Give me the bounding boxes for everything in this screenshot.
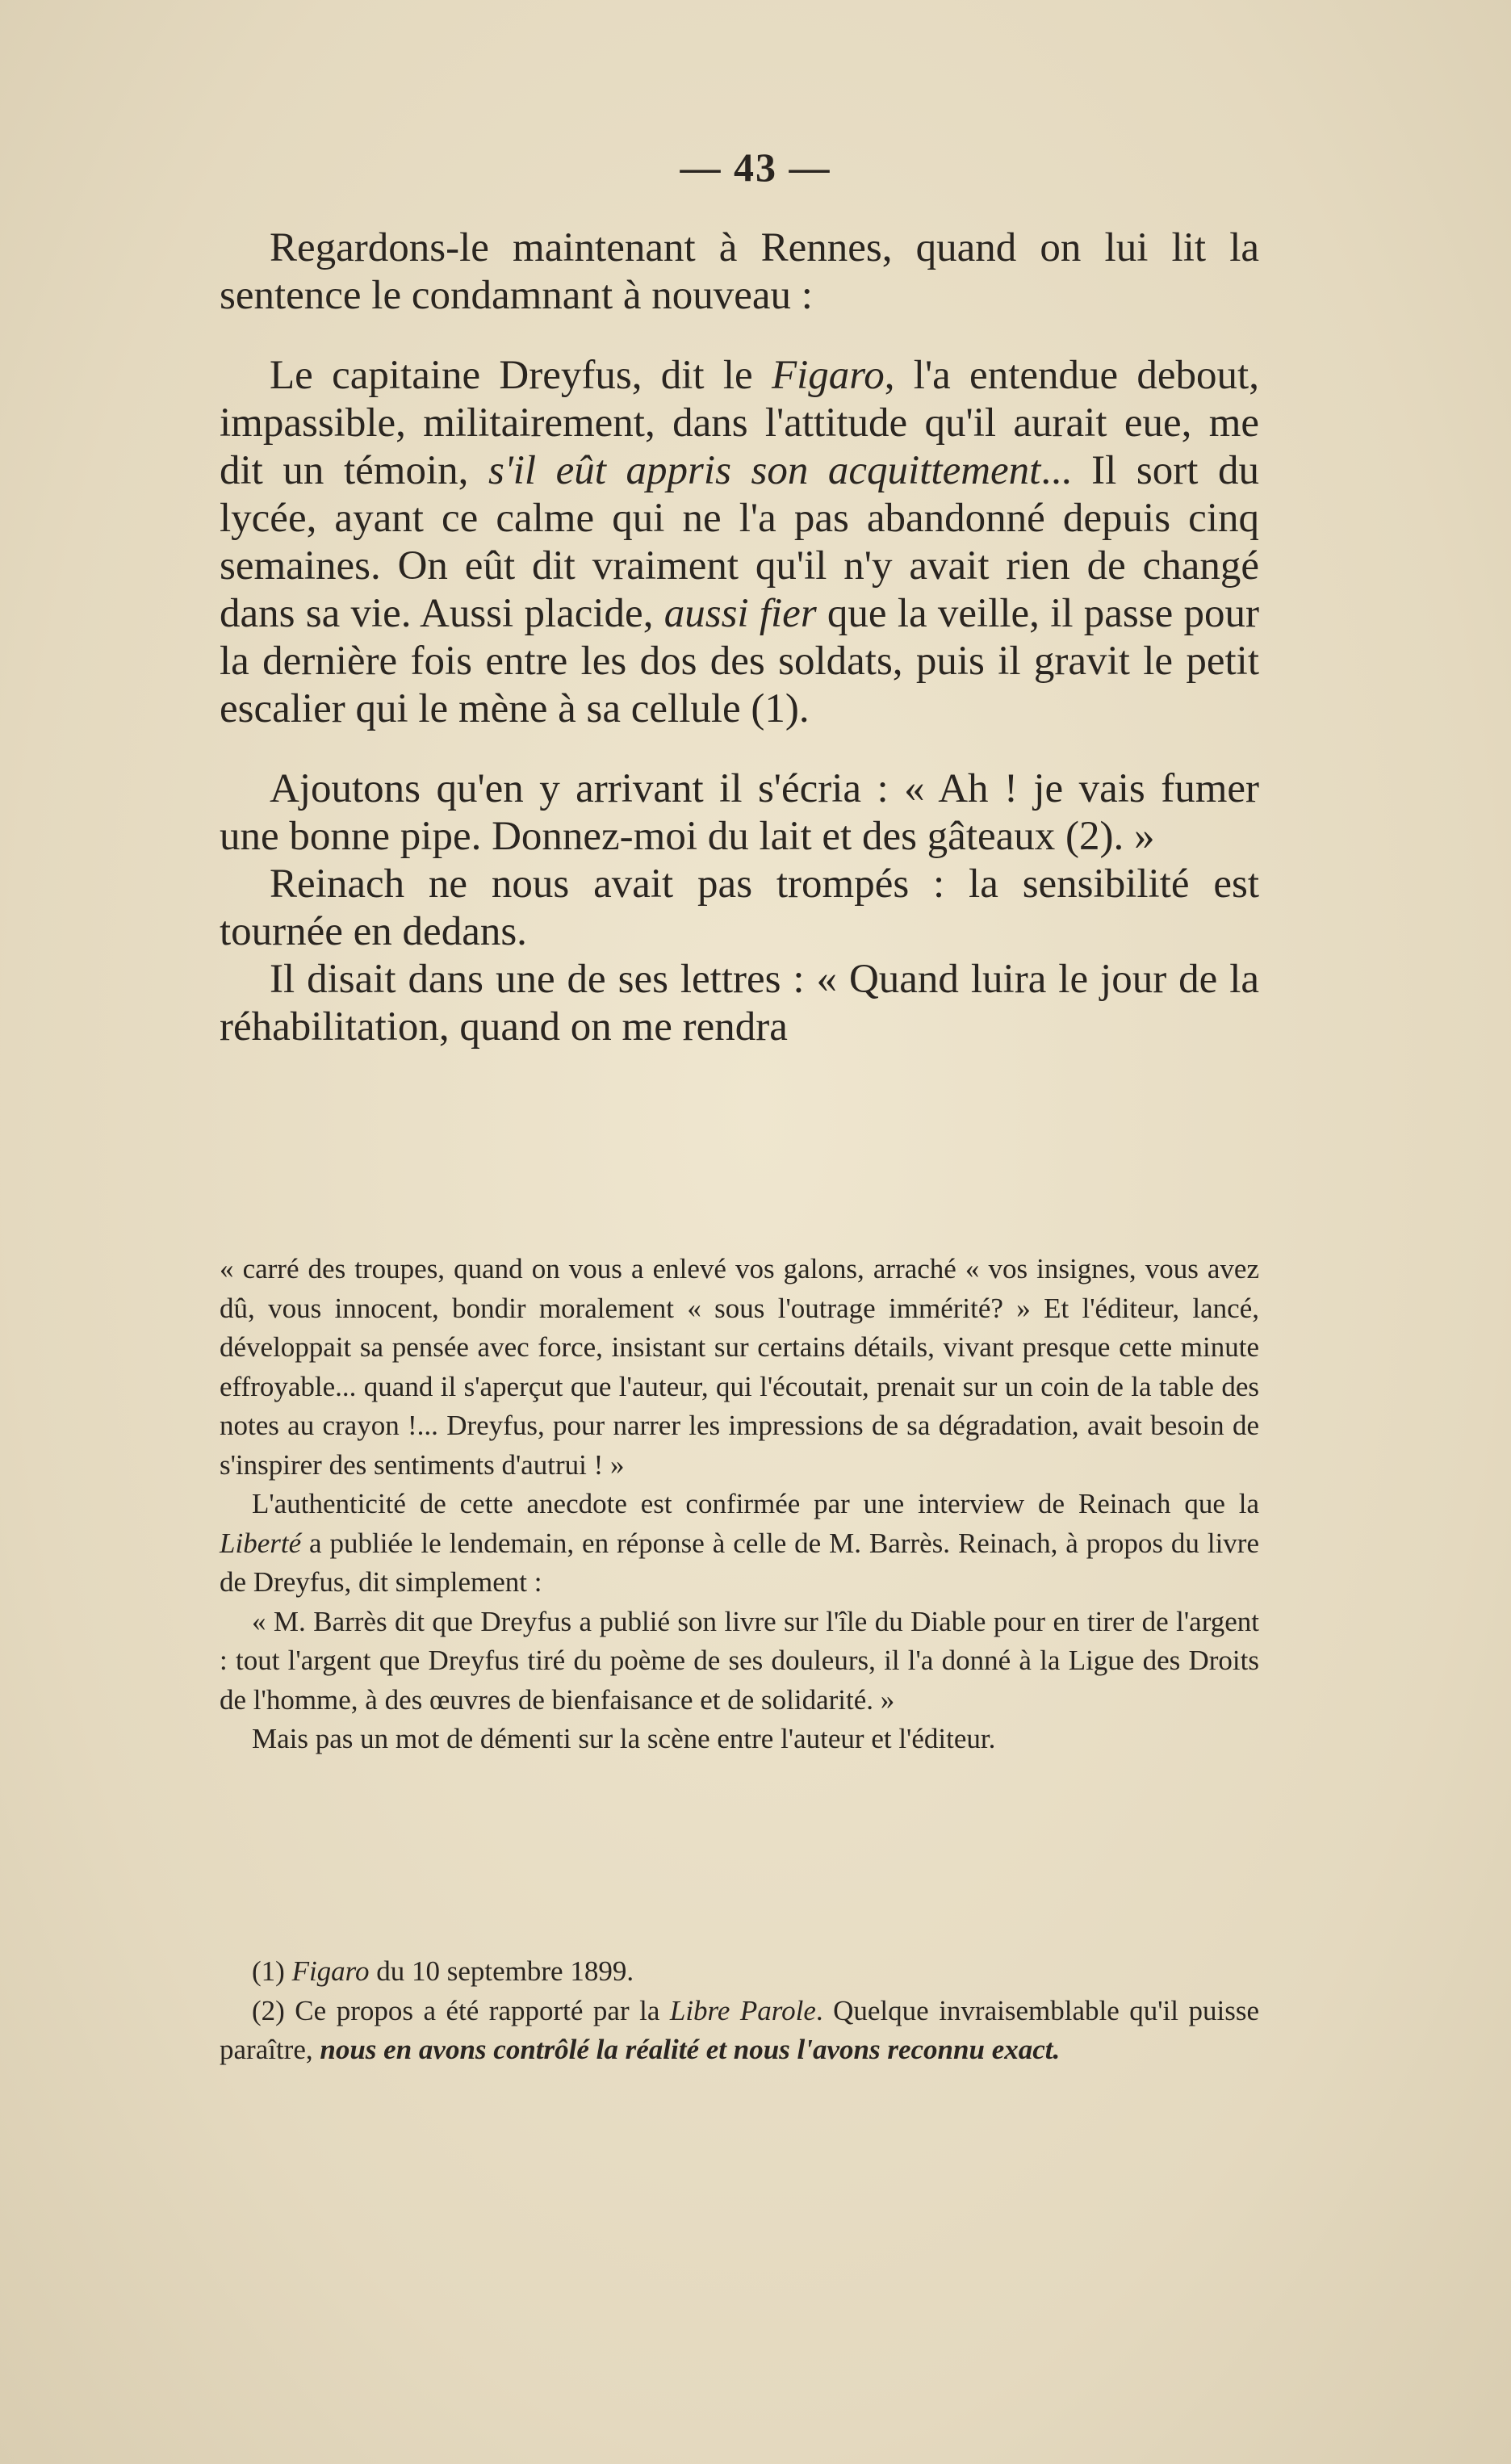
- main-text: [220, 224, 1259, 1051]
- text-run: , l'a entendue debout, impassible, militairement, dans l'attitude qu'il aurait eue, me dit un témoin,: [220, 353, 1259, 493]
- text-run: L'authenticité de cette anecdote est confirmée par une interview de Reinach que la: [252, 1488, 1259, 1519]
- page-number: — 43 —: [680, 145, 831, 190]
- footnote-2: [220, 1992, 1259, 2070]
- italic-libre-parole: Libre Parole: [669, 1994, 816, 2026]
- quoted-passage: [220, 1250, 1259, 1759]
- paragraph-editeur: « carré des troupes, quand on vous a enlevé vos galons, arraché « vos insignes, vous avez dû, vous innocent, bondir moralement « sous l'outrage immérité? » Et l'éditeur, lancé, développait sa pensée avec force, insistant sur certains détails, vivant presque cette minute effroyable... quand il s'aperçut que l'auteur, qui l'écoutait, prenait sur un coin de la table des notes au crayon !... Dreyfus, pour narrer les impressions de sa dégradation, avait besoin de s'inspirer des sentiments d'autrui ! »: [220, 1253, 1259, 1481]
- footnotes: [220, 1952, 1259, 2070]
- text-run: que la veille, il passe pour la dernière fois entre les dos des soldats, puis il gravit le petit escalier qui le mène à sa cellule (1).: [220, 591, 1260, 731]
- paragraph-dementi: Mais pas un mot de démenti sur la scène entre l'auteur et l'éditeur.: [252, 1723, 996, 1754]
- paragraph-rennes: Regardons-le maintenant à Rennes, quand on lui lit la sentence le condamnant à nouveau :: [220, 225, 1259, 318]
- text-run: ... Il sort du lycée, ayant ce calme qui ne l'a pas abandonné depuis cinq semaines. On eût dit vraiment qu'il n'y avait rien de changé dans sa vie. Aussi placide,: [220, 448, 1259, 636]
- paragraph-barres: « M. Barrès dit que Dreyfus a publié son livre sur l'île du Diable pour en tirer de l'argent : tout l'argent que Dreyfus tiré du poème de ses douleurs, il l'a donné à la Ligue des Droits de l'homme, à des œuvres de bienfaisance et de solidarité. »: [220, 1605, 1259, 1716]
- paragraph-figaro-quote: [220, 352, 1259, 733]
- text-run: du 10 septembre 1899.: [369, 1955, 634, 1987]
- text-run: . Quelque invraisemblable qu'il puisse paraître,: [220, 1994, 1259, 2065]
- paragraph-pipe: Ajoutons qu'en y arrivant il s'écria : « Ah ! je vais fumer une bonne pipe. Donnez-moi du lait et des gâteaux (2). »: [220, 766, 1259, 859]
- emphasis-controle: nous en avons contrôlé la réalité et nous l'avons reconnu exact.: [320, 2034, 1061, 2065]
- text-run: a publiée le lendemain, en réponse à celle de M. Barrès. Reinach, à propos du livre de Dreyfus, dit simplement :: [220, 1527, 1259, 1598]
- paragraph-lettres: Il disait dans une de ses lettres : « Quand luira le jour de la réhabilitation, quand on me rendra: [220, 957, 1259, 1050]
- text-run: (2) Ce propos a été rapporté par la: [252, 1994, 670, 2026]
- italic-figaro: Figaro: [771, 353, 885, 398]
- footnote-1-num: (1): [252, 1955, 292, 1987]
- footnote-1: [220, 1952, 1259, 1992]
- paragraph-authenticite: [220, 1485, 1259, 1603]
- text-run: Le capitaine Dreyfus, dit le: [270, 353, 772, 398]
- paragraph-reinach: Reinach ne nous avait pas trompés : la sensibilité est tournée en dedans.: [220, 861, 1259, 954]
- italic-aussi-fier: aussi fier: [663, 591, 817, 636]
- italic-figaro: Figaro: [291, 1955, 370, 1987]
- italic-acquittement: s'il eût appris son acquittement: [488, 448, 1041, 493]
- italic-liberte: Liberté: [220, 1527, 302, 1559]
